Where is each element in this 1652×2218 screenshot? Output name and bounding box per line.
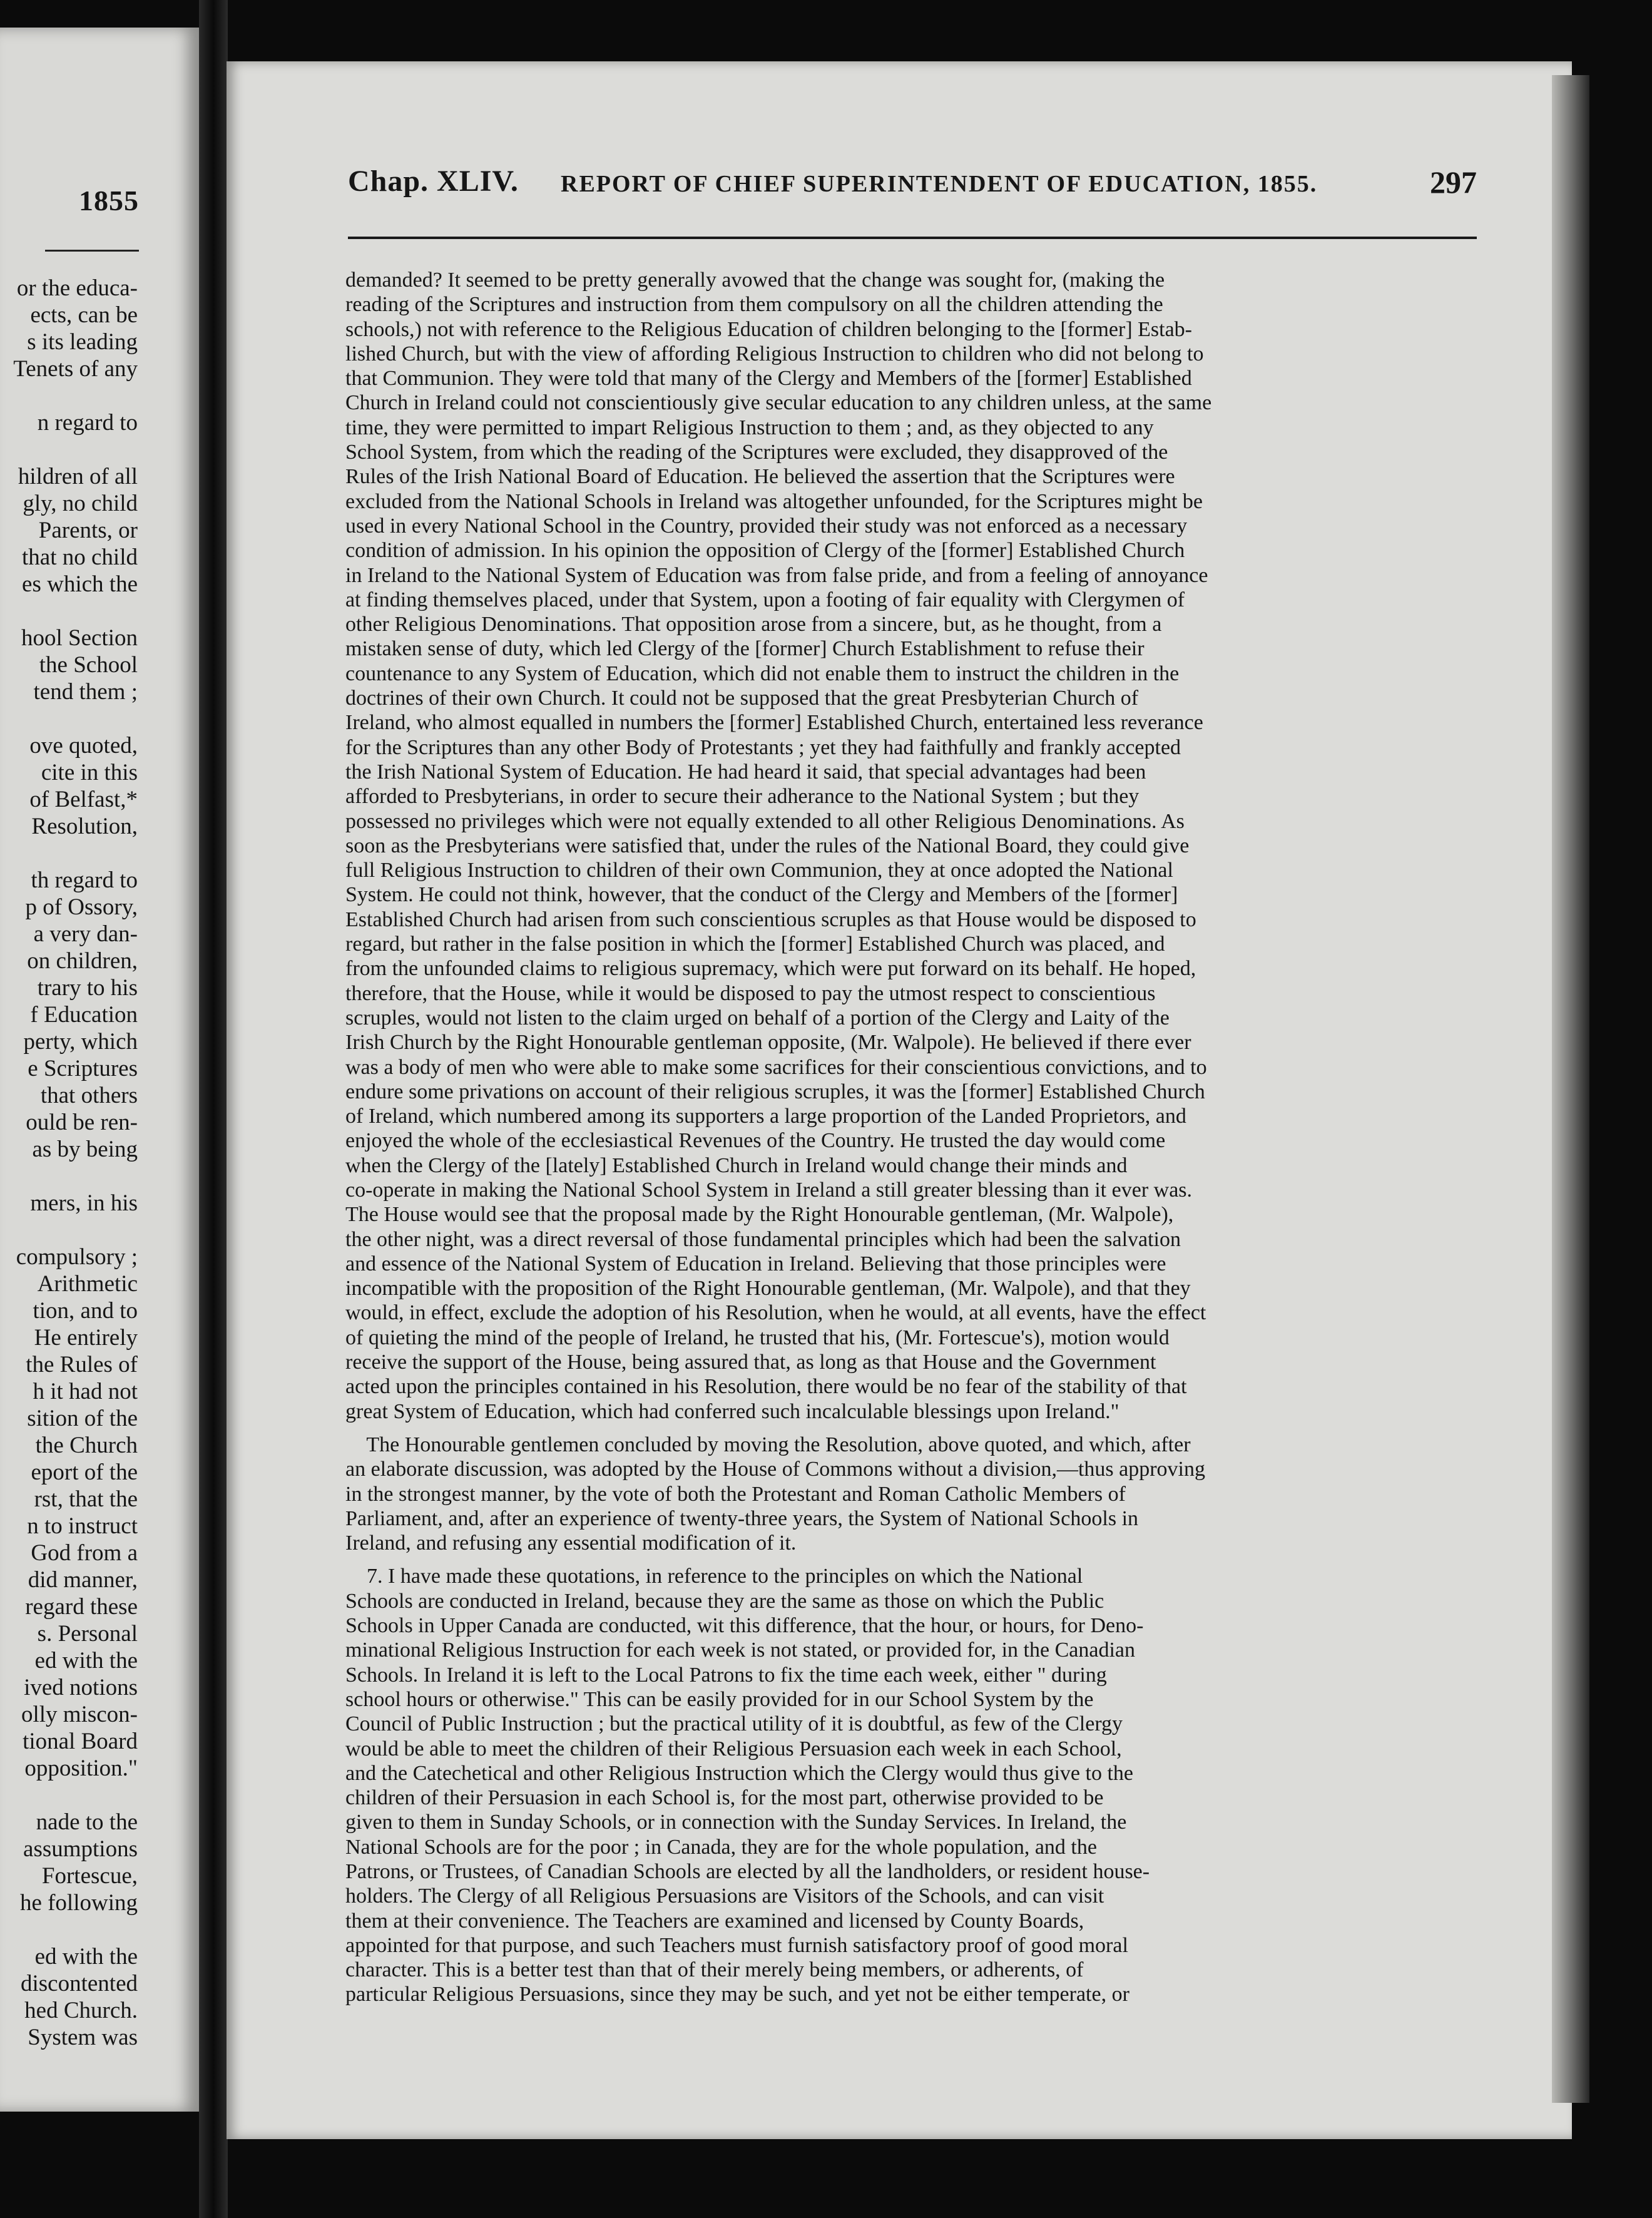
previous-page-line: opposition." xyxy=(24,1755,138,1781)
previous-page-line: trary to his xyxy=(37,975,138,1001)
previous-page-line: olly miscon- xyxy=(21,1702,138,1727)
previous-page-line: ed with the xyxy=(34,1944,138,1970)
previous-page-line: he following xyxy=(19,1890,138,1916)
previous-page-line xyxy=(0,1163,138,1190)
previous-page-line: tion, and to xyxy=(33,1298,138,1324)
previous-page-line: that no child xyxy=(22,544,138,570)
previous-page-line: p of Ossory, xyxy=(25,894,138,920)
page-edge-shadow xyxy=(1552,75,1589,2103)
previous-page-rule xyxy=(45,250,139,252)
previous-page-line: regard these xyxy=(25,1594,138,1620)
previous-page-line: hed Church. xyxy=(24,1998,138,2023)
previous-page-line: f Education xyxy=(30,1002,138,1028)
previous-page-line: eport of the xyxy=(31,1459,138,1485)
previous-page-line: Fortescue, xyxy=(41,1863,138,1889)
previous-page-line: of Belfast,* xyxy=(29,787,138,812)
book-gutter xyxy=(199,0,228,2218)
previous-page-line: cite in this xyxy=(41,760,138,785)
previous-page-line: Tenets of any xyxy=(13,356,138,382)
previous-page-line: sition of the xyxy=(27,1406,138,1431)
previous-page-line: that others xyxy=(40,1083,138,1108)
previous-page-line xyxy=(0,1217,138,1244)
previous-page-line: discontented xyxy=(20,1971,138,1996)
previous-page-line: ects, can be xyxy=(30,302,138,328)
previous-page-line: on children, xyxy=(27,948,138,974)
previous-page-line: rst, that the xyxy=(34,1486,138,1512)
previous-page-line: n regard to xyxy=(37,410,138,436)
previous-page-line: hool Section xyxy=(21,625,138,651)
paragraph-quoted-speech: demanded? It seemed to be pretty generally avowed that the change was sought for, (making the reading of the Scriptures and instruction from them compulsory on all the children attending the schools,) not with reference to the Religious Education of children belonging to the [former] Estab- lished Church, but with the view of affording Religious Instruction to children who did not belong to that Communion. They were told that many of the Clergy and Members of the [former] Established Church in Ireland could not conscientiously give secular education to any children unless, at the same time, they were permitted to impart Religious Instruction to them ; and, as they objected to any School System, from which the reading of the Scriptures were excluded, they disapproved of the Rules of the Irish National Board of Education. He believed the assertion that the Scriptures were excluded from the National Schools in Ireland was altogether unfounded, for the Scriptures might be used in every National School in the Country, provided their study was not enforced as a necessary condition of admission. In his opinion the opposition of Clergy of the [former] Established Church in Ireland to the National System of Education was from false pride, and from a feeling of annoyance at finding themselves placed, under that System, upon a footing of fair equality with Clergymen of other Religious Denominations. That opposition arose from a sincere, but, as he thought, from a mistaken sense of duty, which led Clergy of the [former] Church Establishment to refuse their countenance to any System of Education, which did not enable them to instruct the children in the doctrines of their own Church. It could not be supposed that the great Presbyterian Church of Ireland, who almost equalled in numbers the [former] Established Church, entertained less reverance for the Scriptures than any other Body of Protestants ; yet they had faithfully and frankly accepted the Irish National System of Education. He had heard it said, that special advantages had been afforded to Presbyterians, in order to secure their adherance to the National System ; but they possessed no privileges which were not equally extended to all other Religious Denominations. As soon as the Presbyterians were satisfied that, under the rules of the National Board, they could give full Religious Instruction to children of their own Communion, they at once adopted the National System. He could not think, however, that the conduct of the Clergy and Members of the [former] Established Church had arisen from such conscientious scruples as that House would be disposed to regard, but rather in the false position in which the [former] Established Church was placed, and from the unfounded claims to religious supremacy, which were put forward on its behalf. He hoped, therefore, that the House, while it would be disposed to pay the utmost respect to conscientious scruples, would not listen to the claim urged on behalf of a portion of the Clergy and Laity of the Irish Church by the Right Honourable gentleman opposite, (Mr. Walpole). He believed if there ever was a body of men who were able to make some sacrifices for their conscientious convictions, and to endure some privations on account of their religious scruples, it was the [former] Established Church of Ireland, which numbered among its supporters a large proportion of the Landed Proprietors, and enjoyed the whole of the ecclesiastical Revenues of the Country. He trusted the day would come when the Clergy of the [lately] Established Church in Ireland would change their minds and co-operate in making the National School System in Ireland a still greater blessing than it ever was. The House would see that the proposal made by the Right Honourable gentleman, (Mr. Walpole), the other night, was a direct reversal of those fundamental principles which had been the salvation and essence of the National System of Education in Ireland. Believing that those principles were incompatible with the proposition of the Right Honourable gentleman, (Mr. Walpole), and that they would, in effect, exclude the adoption of his Resolution, when he would, at all events, have the effect of quieting the mind of the people of Ireland, he trusted that his, (Mr. Fortescue's), motion would receive the support of the House, being assured that, as long as that House and the Government acted upon the principles contained in his Resolution, there would be no fear of the stability of that great System of Education, which had conferred such incalculable blessings upon Ireland." xyxy=(345,268,1212,1423)
previous-page-text xyxy=(0,275,138,2051)
previous-page-line: ed with the xyxy=(34,1648,138,1674)
previous-page-line: th regard to xyxy=(31,867,138,893)
previous-page-line xyxy=(0,382,138,409)
previous-page-line: mers, in his xyxy=(30,1190,138,1216)
running-header xyxy=(348,164,1477,214)
previous-page-line: God from a xyxy=(31,1540,138,1566)
header-rule xyxy=(348,237,1477,239)
previous-page-line: System was xyxy=(28,2025,138,2050)
previous-page-line: es which the xyxy=(22,571,138,597)
previous-page-line xyxy=(0,1916,138,1943)
previous-page-line: gly, no child xyxy=(23,491,138,516)
previous-page-line xyxy=(0,436,138,463)
previous-page-line: assumptions xyxy=(23,1836,138,1862)
body-text xyxy=(345,268,1478,2016)
previous-page-line: or the educa- xyxy=(16,275,138,301)
previous-page-line: the Rules of xyxy=(26,1352,138,1377)
previous-page-line: Parents, or xyxy=(38,518,138,543)
previous-page-line xyxy=(0,705,138,732)
paragraph-section-7: 7. I have made these quotations, in reference to the principles on which the National Schools are conducted in Ireland, because they are the same as those on which the Public Schools in Upper Canada are conducted, wit this difference, that the hour, or hours, for Deno- minational Religious Instruction for each week is not stated, or provided for, in the Canadian Schools. In Ireland it is left to the Local Patrons to fix the time each week, either " during school hours or otherwise." This can be easily provided for in our School System by the Council of Public Instruction ; but the practical utility of it is doubtful, as few of the Clergy would be able to meet the children of their Religious Persuasion each week in each School, and the Catechetical and other Religious Instruction which the Clergy would thus give to the children of their Persuasion in each School is, for the most part, otherwise provided to be given to them in Sunday Schools, or in connection with the Sunday Services. In Ireland, the National Schools are for the poor ; in Canada, they are for the whole population, and the Patrons, or Trustees, of Canadian Schools are elected by all the landholders, or resident house- holders. The Clergy of all Religious Persuasions are Visitors of the Schools, and can visit them at their convenience. The Teachers are examined and licensed by County Boards, appointed for that purpose, and such Teachers must furnish satisfactory proof of good moral character. This is a better test than that of their merely being members, or adherents, of particular Religious Persuasions, since they may be such, and yet not be either temperate, or xyxy=(345,1565,1150,2006)
previous-page-line: perty, which xyxy=(23,1029,138,1055)
previous-page-line: ould be ren- xyxy=(26,1110,138,1135)
previous-page-line: did manner, xyxy=(28,1567,138,1593)
chapter-label: Chap. XLIV. xyxy=(348,165,519,198)
previous-page-line: as by being xyxy=(32,1137,138,1162)
previous-page-line: the Church xyxy=(35,1433,138,1458)
previous-page-line xyxy=(0,1782,138,1809)
previous-page-line: a very dan- xyxy=(33,921,138,947)
previous-page-line: the School xyxy=(39,652,138,678)
previous-page-line: ived notions xyxy=(24,1675,138,1700)
previous-page-line: compulsory ; xyxy=(16,1244,138,1270)
previous-page-line: Arithmetic xyxy=(37,1271,138,1297)
previous-page-fragment xyxy=(0,28,199,2112)
paragraph-resolution: The Honourable gentlemen concluded by moving the Resolution, above quoted, and which, after an elaborate discussion, was adopted by the House of Commons without a division,—thus approving in the strongest manner, by the vote of both the Protestant and Roman Catholic Members of Parliament, and, after an experience of twenty-three years, the System of National Schools in Ireland, and refusing any essential modification of it. xyxy=(345,1433,1205,1555)
previous-page-line: He entirely xyxy=(34,1325,138,1351)
previous-page-line: h it had not xyxy=(33,1379,138,1404)
previous-page-line: ove quoted, xyxy=(29,733,138,759)
running-title: REPORT OF CHIEF SUPERINTENDENT OF EDUCATION, 1855. xyxy=(561,171,1318,197)
previous-page-line: tional Board xyxy=(23,1729,138,1754)
previous-page-line: nade to the xyxy=(36,1809,138,1835)
page-number: 297 xyxy=(1430,165,1477,200)
previous-page-line: hildren of all xyxy=(18,464,138,489)
previous-page-line: s its leading xyxy=(27,329,138,355)
previous-page-line xyxy=(0,840,138,867)
previous-page-line xyxy=(0,598,138,625)
previous-page-line: tend them ; xyxy=(33,679,138,705)
previous-page-line: n to instruct xyxy=(27,1513,138,1539)
previous-page-header: 1855 xyxy=(79,185,139,217)
previous-page-line: Resolution, xyxy=(31,814,138,839)
previous-page-line: e Scriptures xyxy=(28,1056,138,1081)
previous-page-line: s. Personal xyxy=(37,1621,138,1647)
